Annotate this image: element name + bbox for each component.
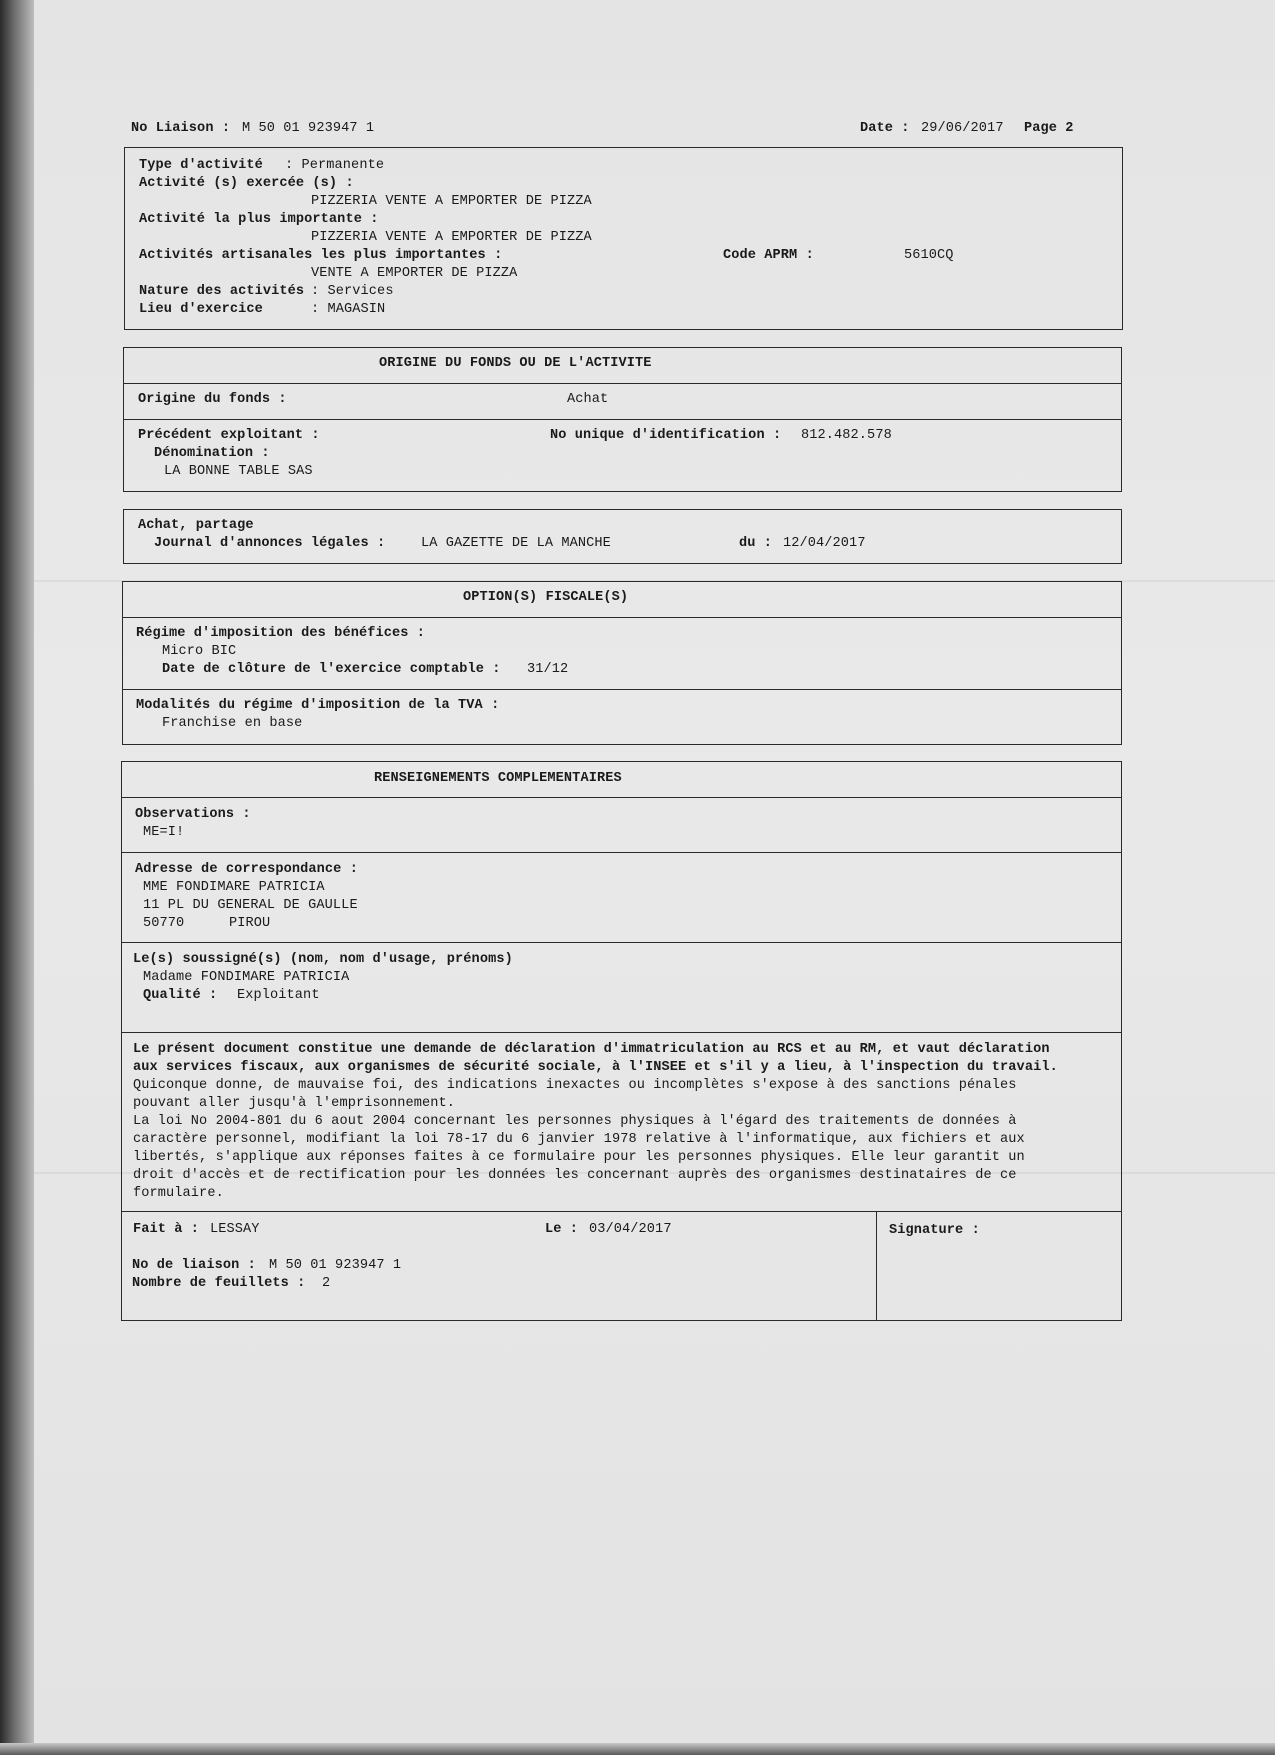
activity-exercised-value: PIZZERIA VENTE A EMPORTER DE PIZZA (311, 194, 592, 209)
legal-notice-line: pouvant aller jusqu'à l'emprisonnement. (133, 1096, 456, 1111)
quality-value: Exploitant (237, 988, 320, 1003)
address-label: Adresse de correspondance : (135, 862, 358, 877)
artisanal-activities-label: Activités artisanales les plus importantes : (139, 248, 503, 263)
liaison-label: No Liaison : (131, 121, 231, 136)
liaison-value: M 50 01 923947 1 (242, 121, 375, 136)
main-activity-value: PIZZERIA VENTE A EMPORTER DE PIZZA (311, 230, 592, 245)
address-postcode: 50770 (143, 916, 185, 931)
divider (121, 797, 1122, 798)
divider (121, 1211, 1122, 1212)
artisanal-activities-value: VENTE A EMPORTER DE PIZZA (311, 266, 518, 281)
aprm-value: 5610CQ (904, 248, 954, 263)
divider (123, 383, 1122, 384)
signed-date-value: 03/04/2017 (589, 1222, 672, 1237)
lieu-value: : MAGASIN (311, 302, 386, 317)
tax-regime-value: Micro BIC (162, 644, 237, 659)
additional-info-title: RENSEIGNEMENTS COMPLEMENTAIRES (374, 771, 622, 786)
date-label: Date : (860, 121, 910, 136)
signature-label: Signature : (889, 1223, 980, 1238)
observations-label: Observations : (135, 807, 251, 822)
tax-section-title: OPTION(S) FISCALE(S) (463, 590, 629, 605)
closing-date-label: Date de clôture de l'exercice comptable : (162, 662, 501, 677)
main-activity-label: Activité la plus importante : (139, 212, 379, 227)
aprm-label: Code APRM : (723, 248, 814, 263)
divider (121, 852, 1122, 853)
footer-liaison-label: No de liaison : (132, 1258, 256, 1273)
origin-section-title: ORIGINE DU FONDS OU DE L'ACTIVITE (379, 356, 652, 371)
fund-origin-value: Achat (567, 392, 609, 407)
signature-divider (876, 1211, 877, 1321)
legal-notice-line: droit d'accès et de rectification pour les données les concernant auprès des organismes destinataires de ce (133, 1168, 1017, 1183)
address-name: MME FONDIMARE PATRICIA (143, 880, 325, 895)
journal-label: Journal d'annonces légales : (154, 536, 386, 551)
page-number: Page 2 (1024, 121, 1074, 136)
legal-notice-line: libertés, s'applique aux réponses faites à ce formulaire pour les personnes physiques. Elle leur garantit un (133, 1150, 1025, 1165)
address-city: PIROU (229, 916, 271, 931)
address-street: 11 PL DU GENERAL DE GAULLE (143, 898, 358, 913)
footer-liaison-value: M 50 01 923947 1 (269, 1258, 402, 1273)
denomination-value: LA BONNE TABLE SAS (164, 464, 313, 479)
publication-date-label: du : (739, 536, 773, 551)
place-value: LESSAY (210, 1222, 260, 1237)
activity-exercised-label: Activité (s) exercée (s) : (139, 176, 354, 191)
signatory-label: Le(s) soussigné(s) (nom, nom d'usage, prénoms) (133, 952, 513, 967)
scan-bottom-edge (0, 1743, 1275, 1755)
divider (121, 942, 1122, 943)
nature-value: : Services (311, 284, 394, 299)
closing-date-value: 31/12 (527, 662, 569, 677)
publication-date-value: 12/04/2017 (783, 536, 866, 551)
nature-label: Nature des activités (139, 284, 305, 299)
sheet-count-value: 2 (322, 1276, 331, 1291)
activity-type-value: : Permanente (285, 158, 385, 173)
activity-type-label: Type d'activité (139, 158, 263, 173)
legal-notice-line: La loi No 2004-801 du 6 aout 2004 concernant les personnes physiques à l'égard des traitements de données à (133, 1114, 1017, 1129)
scan-left-edge (0, 0, 34, 1755)
quality-label: Qualité : (143, 988, 218, 1003)
signature-area[interactable] (882, 1244, 1114, 1314)
identification-value: 812.482.578 (801, 428, 892, 443)
divider (122, 689, 1122, 690)
purchase-title: Achat, partage (138, 518, 254, 533)
journal-value: LA GAZETTE DE LA MANCHE (421, 536, 611, 551)
date-value: 29/06/2017 (921, 121, 1004, 136)
vat-regime-value: Franchise en base (162, 716, 303, 731)
lieu-label: Lieu d'exercice (139, 302, 263, 317)
vat-regime-label: Modalités du régime d'imposition de la TVA : (136, 698, 500, 713)
legal-notice-line: caractère personnel, modifiant la loi 78-17 du 6 janvier 1978 relative à l'informatique, aux fichiers et aux (133, 1132, 1025, 1147)
fund-origin-label: Origine du fonds : (138, 392, 287, 407)
place-label: Fait à : (133, 1222, 200, 1237)
sheet-count-label: Nombre de feuillets : (132, 1276, 306, 1291)
tax-regime-label: Régime d'imposition des bénéfices : (136, 626, 426, 641)
divider (122, 617, 1122, 618)
signed-date-label: Le : (545, 1222, 579, 1237)
identification-label: No unique d'identification : (550, 428, 782, 443)
observations-value: ME=I! (143, 825, 185, 840)
previous-operator-label: Précédent exploitant : (138, 428, 320, 443)
legal-notice-line: formulaire. (133, 1186, 224, 1201)
legal-notice-line: aux services fiscaux, aux organismes de sécurité sociale, à l'INSEE et s'il y a lieu, à l'inspection du travail. (133, 1060, 1058, 1075)
legal-notice-line: Le présent document constitue une demande de déclaration d'immatriculation au RCS et au RM, et vaut déclaration (133, 1042, 1050, 1057)
legal-notice-line: Quiconque donne, de mauvaise foi, des indications inexactes ou incomplètes s'expose à des sanctions pénales (133, 1078, 1017, 1093)
divider (123, 419, 1122, 420)
divider (121, 1032, 1122, 1033)
signatory-value: Madame FONDIMARE PATRICIA (143, 970, 350, 985)
denomination-label: Dénomination : (154, 446, 270, 461)
